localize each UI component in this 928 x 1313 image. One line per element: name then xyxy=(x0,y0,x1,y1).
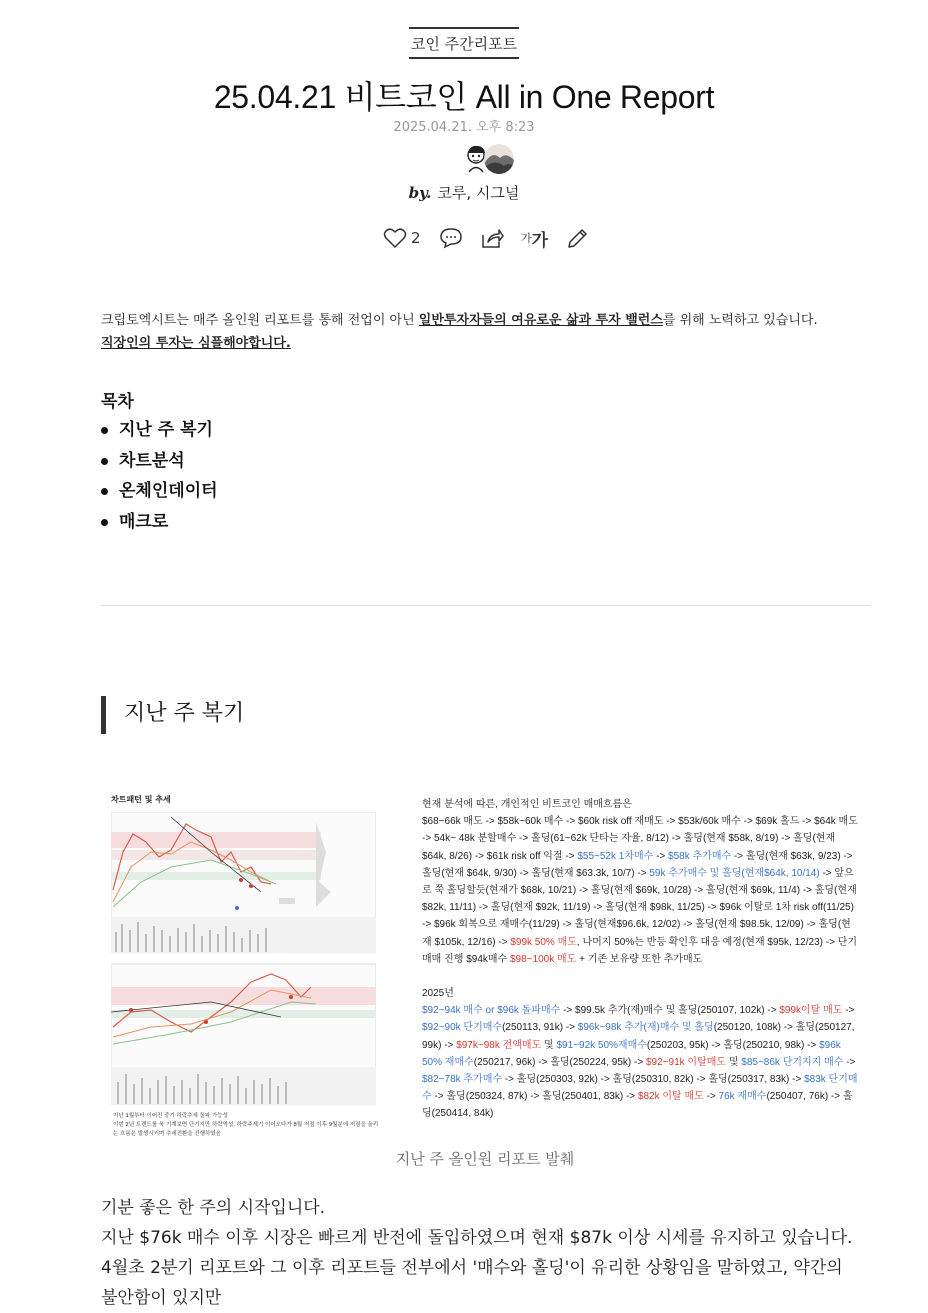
font-size-large-label: 가 xyxy=(531,230,549,251)
comment-icon xyxy=(439,227,463,249)
font-size-small-label: 가 xyxy=(521,232,532,245)
divider xyxy=(101,605,871,606)
intro-text: 크립토엑시트는 매주 올인원 리포트를 통해 전업이 아닌 일반투자자들의 여유로운 삶과 투자 밸런스를 위해 노력하고 있습니다. 직장인의 투자는 심플해야합니다. xyxy=(101,313,818,351)
by-label: by. xyxy=(408,184,432,202)
chart-note: 지난 1월부터 이어진 중기 하락추세 돌파 가능성 xyxy=(113,1113,228,1119)
trade-flow-2025: $92~94k 매수 or $96k 돌파매수 -> $99.5k 추가(재)매수 및 홀딩(250107, 102k) -> $99k이탈 매도 -> $92~90k 단기매수(250113, 91k) -> $96k~98k 추가(재)매수 및 홀딩(250120, 108k) -> 홀딩(250127, 99k) -> $97k~98k 전액매도 및 $91~92k 50%재매수(250203, 95k) -> 홀딩(250210, 98k) -> $96k 50% 재매수(250217, 96k) -> 홀딩(250224, 95k) -> $92~91k 이탈매도 및 $85~86k 단기지지 매수 -> $82~78k 추가매수 -> 홀딩(250303, 92k) -> 홀딩(250310, 82k) -> 홀딩(250317, 83k) -> $83k 단기매수 -> 홀딩(250324, 87k) -> 홀딩(250401, 83k) -> $82k 이탈 매도 -> 76k 재매수(250407, 76k) -> 홀딩(250414, 84k) xyxy=(422,1005,858,1120)
edit-button[interactable] xyxy=(565,226,589,250)
comment-button[interactable] xyxy=(439,226,463,250)
body-paragraph: 지난 $76k 매수 이후 시장은 빠르게 반전에 돌입하였으며 현재 $87k 이상 시세를 유지하고 있습니다. 4월초 2분기 리포트와 그 이후 리포트들 전부에서 '매수와 홀딩'이 유리한 상황임을 말하였고, 약간의 불안함이 있지만 xyxy=(101,1228,853,1308)
trade-flow-heading: 현재 분석에 따른, 개인적인 비트코인 매매흐름은 xyxy=(422,799,632,810)
avatar-signal[interactable] xyxy=(484,144,514,174)
toc-item[interactable]: 지난 주 복기 xyxy=(101,418,218,449)
like-button[interactable] xyxy=(383,226,421,250)
share-button[interactable] xyxy=(480,226,504,250)
like-count: 2 xyxy=(411,229,421,247)
author-names[interactable]: 코루, 시그널 xyxy=(437,184,520,202)
chart-notes xyxy=(113,1112,379,1139)
toc-item[interactable]: 차트분석 xyxy=(101,449,218,480)
intro-emphasis: 일반투자자들의 여유로운 삶과 투자 밸런스 xyxy=(418,313,663,328)
font-size-button[interactable] xyxy=(521,226,548,250)
price-chart-thumbnail xyxy=(111,812,376,1112)
pencil-icon xyxy=(565,227,589,249)
table-of-contents xyxy=(101,418,218,540)
share-icon xyxy=(480,227,504,249)
toc-item[interactable]: 매크로 xyxy=(101,510,218,541)
article-body xyxy=(101,1193,861,1313)
section-heading: 지난 주 복기 xyxy=(101,696,244,734)
category-label[interactable]: 코인 주간리포트 xyxy=(0,27,928,59)
heart-icon xyxy=(383,227,407,249)
post-title: 25.04.21 비트코인 All in One Report xyxy=(213,79,715,115)
image-caption: 지난 주 올인원 리포트 발췌 xyxy=(395,1150,575,1168)
author-avatars[interactable] xyxy=(462,143,518,177)
toc-item[interactable]: 온체인데이터 xyxy=(101,479,218,510)
toc-title: 목차 xyxy=(101,392,134,412)
chart-note: 이번 2년 트렌드를 욱 기계보면 단기지만 하락역설, 하락주세기 이어오다가 8월 저점 이후 9월분에 저점을 올리는 흐름은 발생시키며 추세전환을 진행하였음 xyxy=(113,1122,379,1137)
year-label: 2025년 xyxy=(422,988,454,1000)
byline xyxy=(0,182,928,203)
body-paragraph: 기분 좋은 한 주의 시작입니다. xyxy=(101,1198,326,1218)
trade-flow-2024: $68~66k 매도 -> $58k~60k 매수 -> $60k risk off 재매도 -> $53k/60k 매수 -> $69k 홀드 -> $64k 매도 -> 54k~ 48k 분할매수 -> 홀딩(61~62k 단타는 자율, 8/12) -> 홀딩(현재 $58k, 8/19) -> 홀딩(현재 $64k, 8/26) -> $61k risk off 익절 -> $55~52k 1차매수 -> $58k 추가매수 -> 홀딩(현재 $63k, 9/23) -> 홀딩(현재 $64k, 9/30) -> 홀딩(현재 $63.3k, 10/7) -> 59k 추가매수 및 홀딩(현재$64k, 10/14) -> 앞으로 쭉 홀딩할듯(현재가 $68k, 10/21) -> 홀딩(현재 $69k, 10/28) -> 홀딩(현재 $69k, 11/4) -> 홀딩(현재 $82k, 11/11) -> 홀딩(현재 $92k, 11/19) -> 홀딩(현재 $98k, 11/25) -> $96k 이탈로 1차 risk off(11/25) -> $96k 회복으로 재매수(11/29) -> 홀딩(현재$96.6k, 12/02) -> 홀딩(현재 $98.5k, 12/09) -> 홀딩(현재 $105k, 12/16) -> $99k 50% 매도, 나머지 50%는 반등 확인후 대응 예정(현재 $95k, 12/23) -> 단기매매 진행 $94k매수 $98~100k 매도 + 기존 보유량 또한 추가매도 xyxy=(422,816,858,965)
chart-thumbnails xyxy=(111,794,381,1137)
chart-title: 차트패턴 및 추세 xyxy=(111,795,171,804)
post-actions xyxy=(383,226,593,252)
intro-tagline: 직장인의 투자는 심플해야합니다. xyxy=(101,336,291,351)
post-date: 2025.04.21. 오후 8:23 xyxy=(393,120,535,135)
trade-flow-text xyxy=(422,796,858,1123)
report-excerpt-image[interactable] xyxy=(101,786,861,1137)
